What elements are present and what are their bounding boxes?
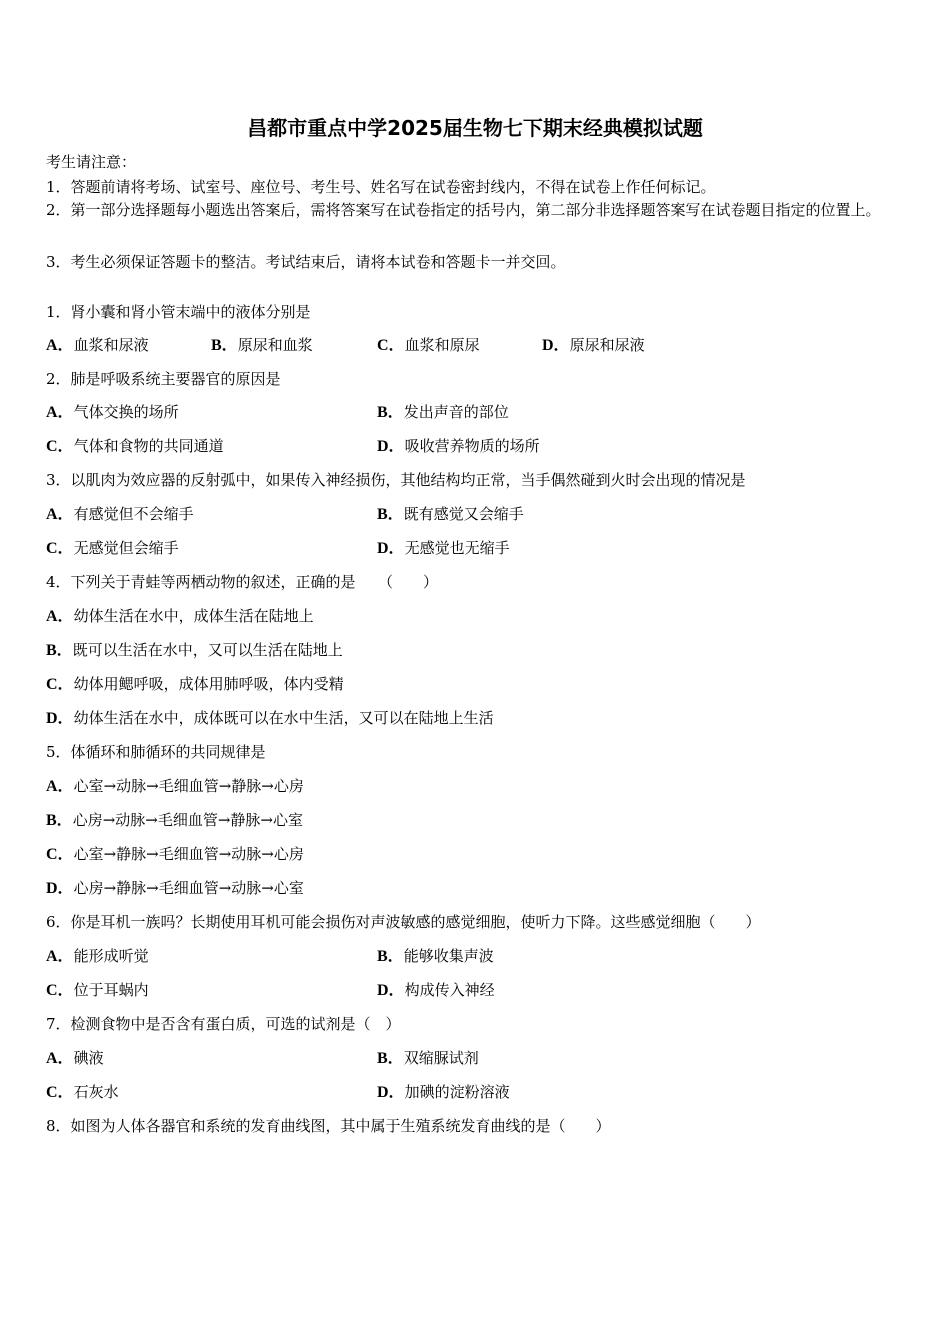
option-letter: D． — [46, 710, 74, 727]
question-stem: 6．你是耳机一族吗？长期使用耳机可能会损伤对声波敏感的感觉细胞，使听力下降。这些感觉细胞（ ） — [46, 913, 761, 931]
option — [46, 335, 149, 356]
option — [46, 810, 303, 831]
option-text: 血浆和尿液 — [73, 336, 149, 354]
option — [542, 335, 645, 356]
option — [46, 402, 179, 423]
option-text: 加碘的淀粉溶液 — [404, 1083, 510, 1101]
option — [46, 606, 314, 627]
option-letter: A． — [46, 337, 74, 354]
option-text: 双缩脲试剂 — [403, 1049, 479, 1067]
question-stem: 3．以肌肉为效应器的反射弧中，如果传入神经损伤，其他结构均正常，当手偶然碰到火时会出现的情况是 — [46, 471, 746, 489]
option-letter: C． — [46, 846, 74, 863]
option-text: 吸收营养物质的场所 — [404, 437, 540, 455]
question-stem: 7．检测食物中是否含有蛋白质，可选的试剂是（ ） — [46, 1015, 401, 1033]
option-letter: C． — [46, 982, 74, 999]
option-letter: B． — [46, 642, 73, 659]
option — [46, 980, 149, 1001]
option — [46, 844, 304, 865]
option-letter: A． — [46, 608, 74, 625]
option-letter: A． — [46, 1050, 74, 1067]
notice-item: 1．答题前请将考场、试室号、座位号、考生号、姓名写在试卷密封线内，不得在试卷上作任何标记。 — [46, 178, 716, 196]
option-letter: C． — [377, 337, 405, 354]
option-text: 幼体生活在水中，成体生活在陆地上 — [73, 607, 314, 625]
option — [377, 1082, 510, 1103]
option-letter: D． — [542, 337, 570, 354]
option-text: 原尿和尿液 — [569, 336, 645, 354]
option-text: 构成传入神经 — [404, 981, 495, 999]
option-letter: A． — [46, 506, 74, 523]
option-text: 发出声音的部位 — [403, 403, 509, 421]
question-stem: 1．肾小囊和肾小管末端中的液体分别是 — [46, 303, 311, 321]
page-title: 昌都市重点中学2025届生物七下期末经典模拟试题 — [247, 116, 703, 140]
option — [46, 708, 494, 729]
option-letter: C． — [46, 540, 74, 557]
option-letter: A． — [46, 404, 74, 421]
option-text: 心房→静脉→毛细血管→动脉→心室 — [73, 879, 304, 897]
option-letter: D． — [46, 880, 74, 897]
option-letter: D． — [377, 438, 405, 455]
option-letter: B． — [377, 404, 404, 421]
option-text: 血浆和原尿 — [404, 336, 480, 354]
notice-item: 3．考生必须保证答题卡的整洁。考试结束后，请将本试卷和答题卡一并交回。 — [46, 253, 566, 271]
option-letter: B． — [46, 812, 73, 829]
option-letter: D． — [377, 1084, 405, 1101]
option-text: 能形成听觉 — [73, 947, 149, 965]
option — [46, 640, 343, 661]
option — [46, 878, 304, 899]
option — [46, 946, 149, 967]
option — [377, 504, 524, 525]
option — [377, 1048, 479, 1069]
option-text: 幼体生活在水中，成体既可以在水中生活，又可以在陆地上生活 — [73, 709, 494, 727]
option-text: 气体和食物的共同通道 — [73, 437, 224, 455]
option-text: 无感觉但会缩手 — [73, 539, 179, 557]
option-letter: A． — [46, 778, 74, 795]
option-text: 气体交换的场所 — [73, 403, 179, 421]
option-text: 既有感觉又会缩手 — [403, 505, 524, 523]
option-text: 幼体用鳃呼吸，成体用肺呼吸，体内受精 — [73, 675, 344, 693]
option-text: 原尿和血浆 — [237, 336, 313, 354]
option-text: 既可以生活在水中，又可以生活在陆地上 — [72, 641, 343, 659]
option-text: 心房→动脉→毛细血管→静脉→心室 — [72, 811, 303, 829]
option-letter: B． — [377, 948, 404, 965]
notice-heading: 考生请注意： — [46, 153, 137, 171]
option — [46, 436, 224, 457]
notice-item: 2．第一部分选择题每小题选出答案后，需将答案写在试卷指定的括号内，第二部分非选择题答案写在试卷题目指定的位置上。 — [46, 201, 881, 219]
option-text: 能够收集声波 — [403, 947, 494, 965]
option-letter: D． — [377, 982, 405, 999]
option — [46, 538, 179, 559]
option-letter: B． — [377, 1050, 404, 1067]
option — [377, 402, 509, 423]
option — [377, 980, 495, 1001]
option-letter: C． — [46, 1084, 74, 1101]
option-letter: C． — [46, 438, 74, 455]
option — [377, 436, 540, 457]
option — [46, 504, 194, 525]
question-stem: 2．肺是呼吸系统主要器官的原因是 — [46, 370, 281, 388]
option — [46, 1082, 119, 1103]
question-stem: 8．如图为人体各器官和系统的发育曲线图，其中属于生殖系统发育曲线的是（ ） — [46, 1117, 611, 1135]
option-text: 石灰水 — [73, 1083, 119, 1101]
option-text: 有感觉但不会缩手 — [73, 505, 194, 523]
option — [46, 1048, 104, 1069]
option-text: 位于耳蜗内 — [73, 981, 149, 999]
option — [46, 674, 344, 695]
question-stem: 5．体循环和肺循环的共同规律是 — [46, 743, 266, 761]
option — [377, 946, 494, 967]
option-text: 心室→静脉→毛细血管→动脉→心房 — [73, 845, 304, 863]
option — [211, 335, 313, 356]
option-letter: D． — [377, 540, 405, 557]
option-letter: A． — [46, 948, 74, 965]
option — [377, 538, 510, 559]
option-letter: C． — [46, 676, 74, 693]
option — [46, 776, 304, 797]
option-letter: B． — [377, 506, 404, 523]
option-text: 碘液 — [73, 1049, 104, 1067]
question-stem: 4．下列关于青蛙等两栖动物的叙述，正确的是 （ ） — [46, 573, 439, 591]
option — [377, 335, 480, 356]
option-letter: B． — [211, 337, 238, 354]
option-text: 心室→动脉→毛细血管→静脉→心房 — [73, 777, 304, 795]
option-text: 无感觉也无缩手 — [404, 539, 510, 557]
